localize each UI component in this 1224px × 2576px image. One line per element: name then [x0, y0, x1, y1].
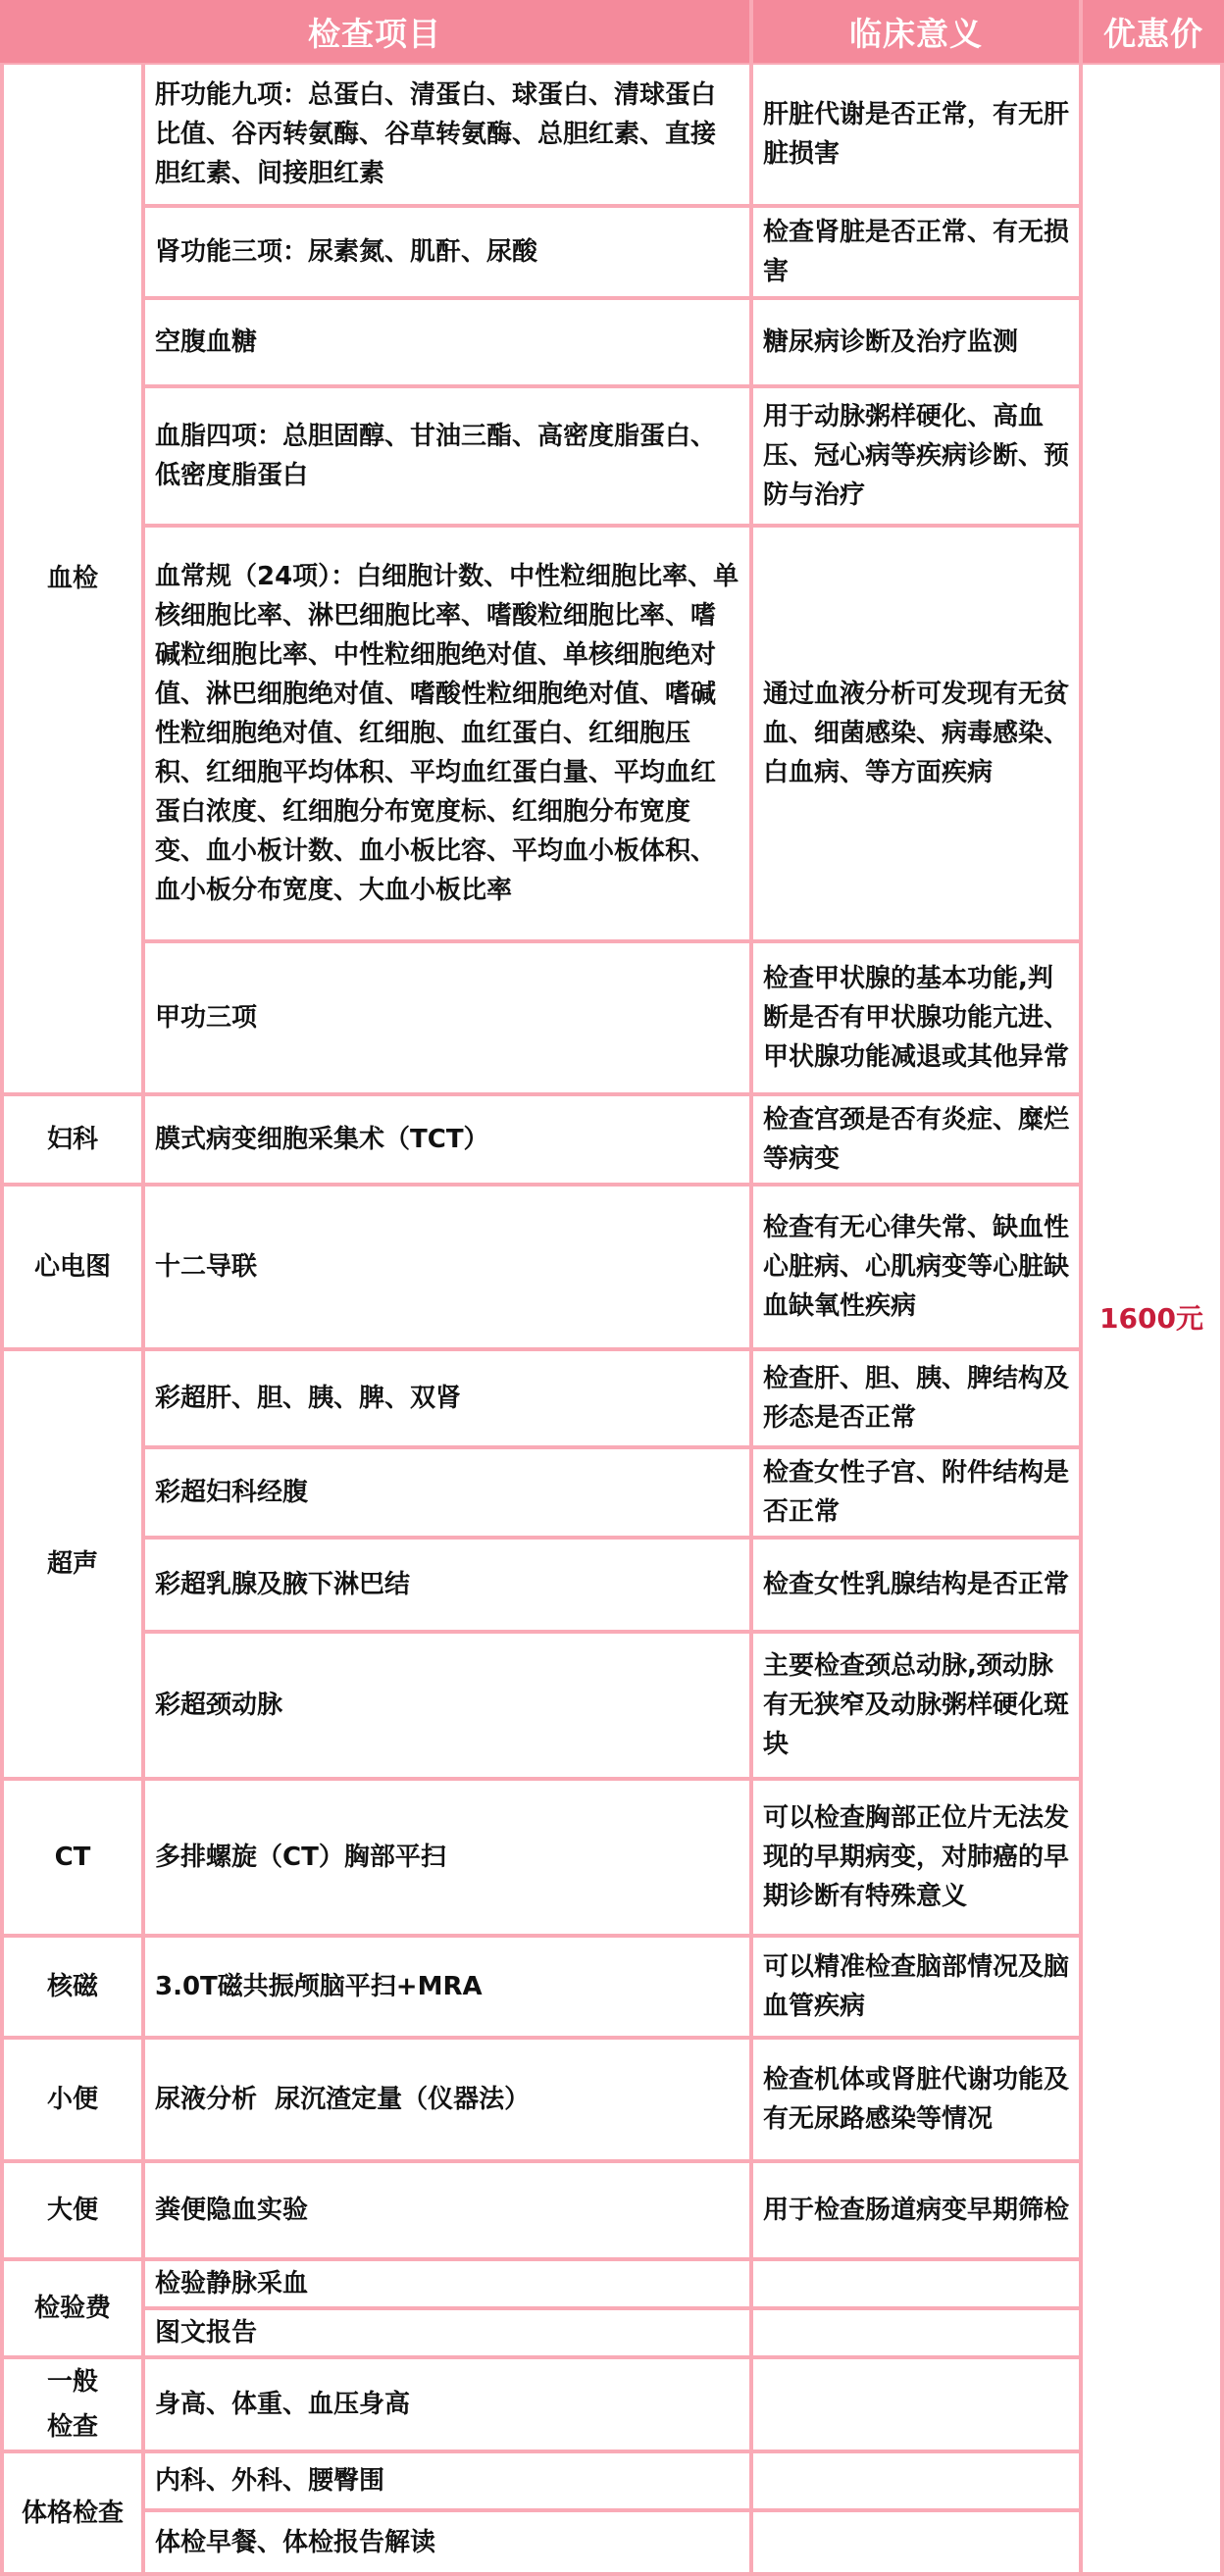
clinical-meaning: 肝脏代谢是否正常，有无肝脏损害 [753, 65, 1079, 204]
clinical-meaning: 可以精准检查脑部情况及脑血管疾病 [753, 1938, 1079, 2036]
clinical-meaning [753, 2453, 1079, 2508]
category-cell: 一般 检查 [4, 2359, 141, 2450]
exam-item: 膜式病变细胞采集术（TCT） [145, 1096, 749, 1183]
category-cell: 超声 [4, 1351, 141, 1777]
clinical-meaning: 检查肝、胆、胰、脾结构及形态是否正常 [753, 1351, 1079, 1445]
category-cell: 心电图 [4, 1187, 141, 1347]
exam-item: 尿液分析 尿沉渣定量（仪器法） [145, 2040, 749, 2159]
clinical-meaning: 用于检查肠道病变早期筛检 [753, 2163, 1079, 2257]
clinical-meaning: 检查肾脏是否正常、有无损害 [753, 208, 1079, 296]
exam-item: 彩超乳腺及腋下淋巴结 [145, 1540, 749, 1630]
exam-item: 体检早餐、体检报告解读 [145, 2512, 749, 2572]
clinical-meaning [753, 2512, 1079, 2572]
header-item: 检查项目 [0, 0, 749, 63]
clinical-meaning: 检查女性乳腺结构是否正常 [753, 1540, 1079, 1630]
exam-item: 十二导联 [145, 1187, 749, 1347]
category-cell: 体格检查 [4, 2453, 141, 2572]
clinical-meaning [753, 2310, 1079, 2355]
clinical-meaning: 检查女性子宫、附件结构是否正常 [753, 1449, 1079, 1536]
category-cell: 核磁 [4, 1938, 141, 2036]
clinical-meaning: 检查甲状腺的基本功能,判断是否有甲状腺功能亢进、甲状腺功能减退或其他异常 [753, 943, 1079, 1092]
exam-item: 内科、外科、腰臀围 [145, 2453, 749, 2508]
category-cell: 检验费 [4, 2261, 141, 2355]
clinical-meaning: 糖尿病诊断及治疗监测 [753, 300, 1079, 384]
exam-item: 身高、体重、血压身高 [145, 2359, 749, 2450]
category-cell: 妇科 [4, 1096, 141, 1183]
clinical-meaning: 检查有无心律失常、缺血性心脏病、心肌病变等心脏缺血缺氧性疾病 [753, 1187, 1079, 1347]
package-price: 1600元 [1083, 65, 1220, 2572]
exam-item: 彩超肝、胆、胰、脾、双肾 [145, 1351, 749, 1445]
exam-item: 图文报告 [145, 2310, 749, 2355]
clinical-meaning: 通过血液分析可发现有无贫血、细菌感染、病毒感染、白血病、等方面疾病 [753, 528, 1079, 939]
exam-item: 血脂四项：总胆固醇、甘油三酯、高密度脂蛋白、低密度脂蛋白 [145, 388, 749, 524]
exam-item: 甲功三项 [145, 943, 749, 1092]
clinical-meaning: 检查机体或肾脏代谢功能及有无尿路感染等情况 [753, 2040, 1079, 2159]
header-price: 优惠价 [1083, 0, 1224, 63]
category-cell: 小便 [4, 2040, 141, 2159]
header-meaning: 临床意义 [753, 0, 1079, 63]
clinical-meaning: 主要检查颈总动脉,颈动脉有无狭窄及动脉粥样硬化斑块 [753, 1634, 1079, 1777]
exam-item: 彩超妇科经腹 [145, 1449, 749, 1536]
clinical-meaning: 用于动脉粥样硬化、高血压、冠心病等疾病诊断、预防与治疗 [753, 388, 1079, 524]
exam-item: 彩超颈动脉 [145, 1634, 749, 1777]
clinical-meaning [753, 2261, 1079, 2306]
clinical-meaning: 检查宫颈是否有炎症、糜烂等病变 [753, 1096, 1079, 1183]
exam-item: 空腹血糖 [145, 300, 749, 384]
category-cell: 血检 [4, 65, 141, 1092]
clinical-meaning: 可以检查胸部正位片无法发现的早期病变，对肺癌的早期诊断有特殊意义 [753, 1781, 1079, 1934]
exam-item: 3.0T磁共振颅脑平扫+MRA [145, 1938, 749, 2036]
category-cell: CT [4, 1781, 141, 1934]
clinical-meaning [753, 2359, 1079, 2450]
exam-item: 血常规（24项）：白细胞计数、中性粒细胞比率、单核细胞比率、淋巴细胞比率、嗜酸粒细胞比率、嗜碱粒细胞比率、中性粒细胞绝对值、单核细胞绝对值、淋巴细胞绝对值、嗜酸性粒细胞绝对值、嗜碱性粒细胞绝对值、红细胞、血红蛋白、红细胞压积、红细胞平均体积、平均血红蛋白量、平均血红蛋白浓度、红细胞分布宽度标、红细胞分布宽度变、血小板计数、血小板比容、平均血小板体积、血小板分布宽度、大血小板比率 [145, 528, 749, 939]
exam-item: 粪便隐血实验 [145, 2163, 749, 2257]
exam-item: 检验静脉采血 [145, 2261, 749, 2306]
exam-item: 肾功能三项：尿素氮、肌酐、尿酸 [145, 208, 749, 296]
exam-item: 肝功能九项：总蛋白、清蛋白、球蛋白、清球蛋白比值、谷丙转氨酶、谷草转氨酶、总胆红素、直接胆红素、间接胆红素 [145, 65, 749, 204]
exam-item: 多排螺旋（CT）胸部平扫 [145, 1781, 749, 1934]
category-cell: 大便 [4, 2163, 141, 2257]
